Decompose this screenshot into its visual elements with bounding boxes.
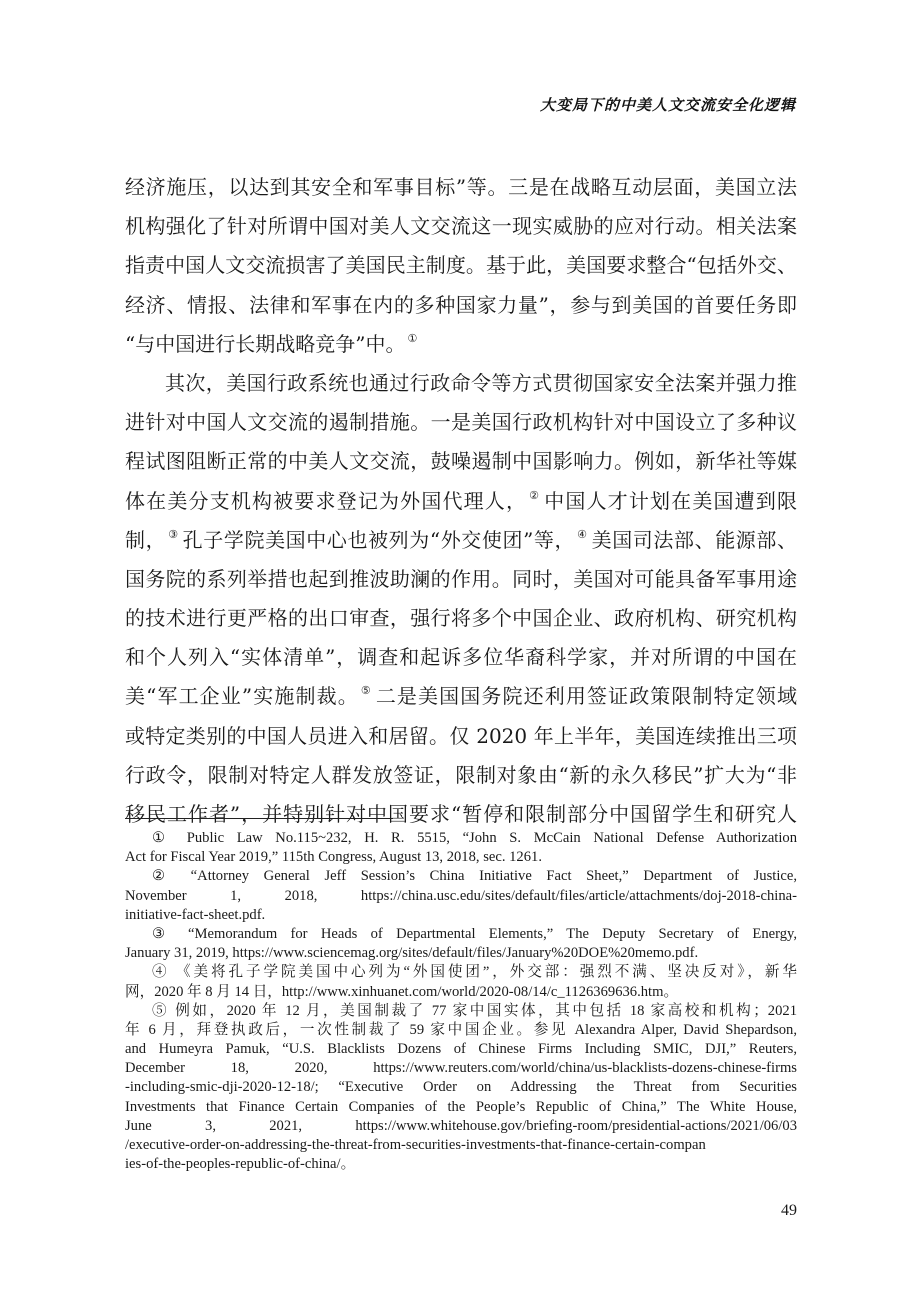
footnote-line: January 31, 2019, https://www.sciencemag.org/sites/default/files/January%20DOE%20memo.pdf. xyxy=(125,945,699,962)
footnote-divider xyxy=(125,818,393,819)
footnote-line: November 1, 2018, https://china.usc.edu/sites/default/files/article/attachments/doj-2018-china- xyxy=(125,887,797,904)
body-line: 机构强化了针对所谓中国对美人文交流这一现实威胁的应对行动。相关法案 xyxy=(125,214,797,239)
body-text-span: 制， xyxy=(125,527,167,552)
body-line xyxy=(125,521,797,560)
footnote-line: ③ “Memorandum for Heads of Departmental Elements,” The Deputy Secretary of Energy, xyxy=(152,925,797,942)
footnote-line: Act for Fiscal Year 2019,” 115th Congress, August 13, 2018, sec. 1261. xyxy=(125,849,542,866)
body-line: 的技术进行更严格的出口审查，强行将多个中国企业、政府机构、研究机构 xyxy=(125,606,797,631)
footnote-line: ① Public Law No.115~232, H. R. 5515, “John S. McCain National Defense Authorization xyxy=(152,830,797,846)
body-text xyxy=(125,168,797,834)
footnote-line: ⑤ 例如，2020 年 12 月，美国制裁了 77 家中国实体，其中包括 18 家高校和机构；2021 xyxy=(152,1002,797,1019)
footnote-line: ② “Attorney General Jeff Session’s China Initiative Fact Sheet,” Department of Justice, xyxy=(152,868,797,885)
body-line xyxy=(125,677,797,716)
body-line: 国务院的系列举措也起到推波助澜的作用。同时，美国对可能具备军事用途 xyxy=(125,566,797,591)
footnote-line: ies-of-the-peoples-republic-of-china/。 xyxy=(125,1156,356,1173)
body-text-span: 美“军工企业”实施制裁。 xyxy=(125,684,359,709)
footnote-line: December 18, 2020, https://www.reuters.com/world/china/us-blacklists-dozens-chinese-firms xyxy=(125,1060,797,1077)
footnote-3 xyxy=(125,925,797,963)
footnote-line: initiative-fact-sheet.pdf. xyxy=(125,906,266,923)
body-line: 其次，美国行政系统也通过行政命令等方式贯彻国家安全法案并强力推 xyxy=(165,370,797,395)
page-number: 49 xyxy=(781,1202,797,1219)
footnote-line: 年 6 月，拜登执政后，一次性制裁了 59 家中国企业。参见 Alexandra Alper, David Shepardson, xyxy=(125,1021,797,1038)
body-line: 经济施压，以达到其安全和军事目标”等。三是在战略互动层面，美国立法 xyxy=(125,175,797,199)
body-text-span: 孔子学院美国中心也被列为“外交使团”等， xyxy=(182,527,576,552)
footnote-5 xyxy=(125,1002,797,1175)
footnote-line: /executive-order-on-addressing-the-threat-from-securities-investments-that-finance-certain-compan xyxy=(125,1137,706,1153)
body-line: 和个人列入“实体清单”，调查和起诉多位华裔科学家，并对所谓的中国在 xyxy=(125,645,797,670)
body-text-span: 体在美分支机构被要求登记为外国代理人， xyxy=(125,488,528,513)
paragraph-1 xyxy=(125,168,797,364)
body-line: 行政令，限制对特定人群发放签证，限制对象由“新的永久移民”扩大为“非 xyxy=(125,762,797,787)
footnote-marker-3[interactable]: ③ xyxy=(168,527,179,541)
footnote-line: June 3, 2021, https://www.whitehouse.gov/briefing-room/presidential-actions/2021/06/03 xyxy=(125,1117,797,1134)
running-head: 大变局下的中美人文交流安全化逻辑 xyxy=(539,96,796,114)
footnote-marker-1[interactable]: ① xyxy=(407,331,418,345)
footnote-2 xyxy=(125,867,797,925)
body-line: 或特定类别的中国人员进入和居留。仅 2020 年上半年，美国连续推出三项 xyxy=(125,723,797,748)
footnote-line: 网，2020 年 8 月 14 日，http://www.xinhuanet.com/world/2020-08/14/c_1126369636.htm。 xyxy=(125,983,679,1000)
body-line: 移民工作者”，并特别针对中国要求“暂停和限制部分中国留学生和研究人 xyxy=(125,802,797,826)
footnote-marker-5[interactable]: ⑤ xyxy=(360,684,372,698)
footnotes xyxy=(125,829,797,1174)
body-line: 程试图阻断正常的中美人文交流，鼓噪遏制中国影响力。例如，新华社等媒 xyxy=(125,449,797,474)
body-line: 进针对中国人文交流的遏制措施。一是美国行政机构针对中国设立了多种议 xyxy=(125,410,797,435)
footnote-line: and Humeyra Pamuk, “U.S. Blacklists Dozens of Chinese Firms Including SMIC, DJI,” Reuters, xyxy=(125,1041,797,1058)
footnote-1 xyxy=(125,829,797,867)
body-text-span: 美国司法部、能源部、 xyxy=(591,527,797,552)
body-text-span: 二是美国国务院还利用签证政策限制特定领域 xyxy=(375,684,797,709)
footnote-line: ④ 《美将孔子学院美国中心列为“外国使团”，外交部：强烈不满、坚决反对》，新华 xyxy=(152,964,797,981)
body-text-span: 中国人才计划在美国遭到限 xyxy=(544,488,798,513)
body-line: 指责中国人文交流损害了美国民主制度。基于此，美国要求整合“包括外交、 xyxy=(125,253,797,278)
footnote-marker-2[interactable]: ② xyxy=(529,488,541,502)
body-line xyxy=(125,482,797,521)
body-text-span: “与中国进行长期战略竞争”中。 xyxy=(125,331,406,356)
paragraph-2 xyxy=(125,364,797,834)
body-line xyxy=(125,325,797,364)
body-line: 经济、情报、法律和军事在内的多种国家力量”，参与到美国的首要任务即 xyxy=(125,292,797,317)
footnote-line: Investments that Finance Certain Companies of the People’s Republic of China,” The White House, xyxy=(125,1098,797,1115)
footnote-4 xyxy=(125,963,797,1001)
footnote-marker-4[interactable]: ④ xyxy=(577,527,588,541)
footnote-line: -including-smic-dji-2020-12-18/; “Executive Order on Addressing the Threat from Securities xyxy=(125,1079,797,1096)
